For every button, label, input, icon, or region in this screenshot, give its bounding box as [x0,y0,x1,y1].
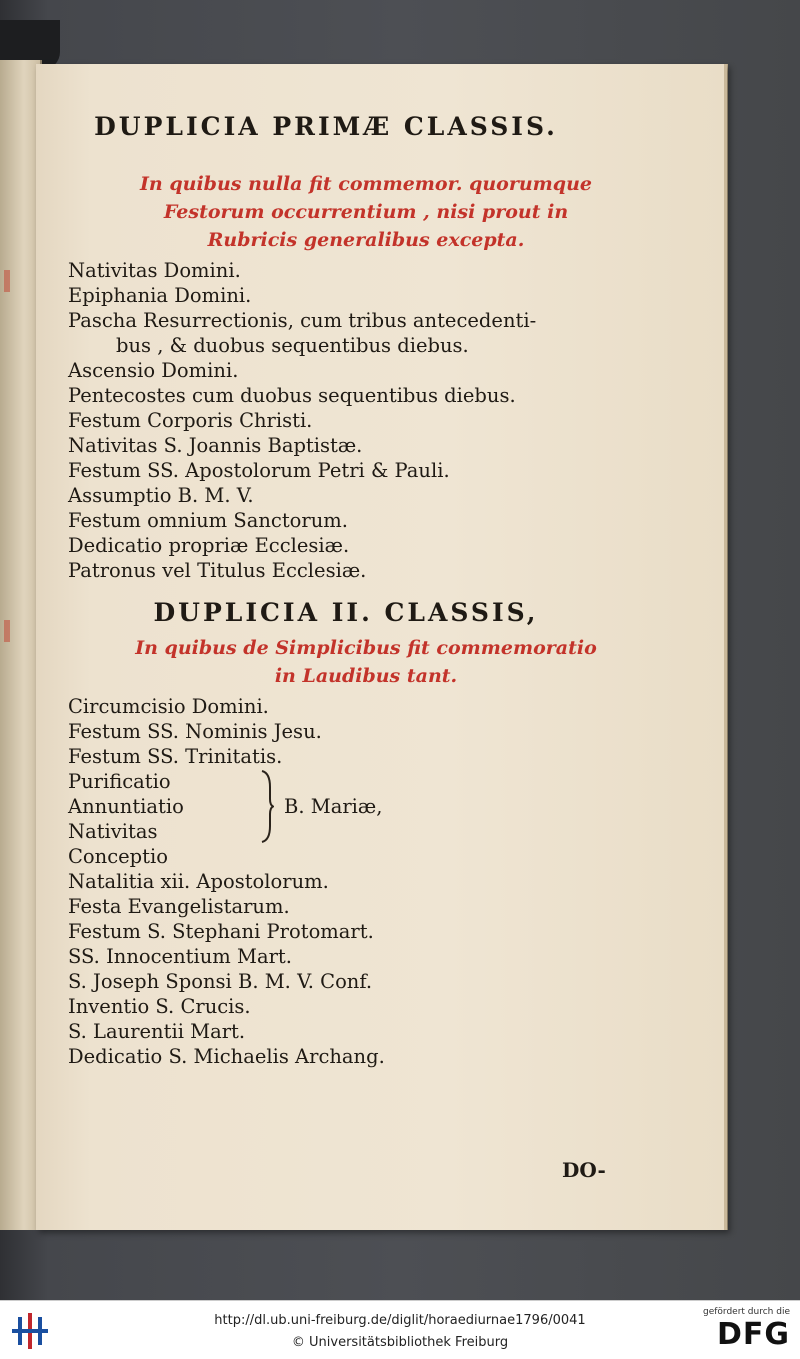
list-item: Ascensio Domini. [68,359,239,382]
list-item: Festum SS. Trinitatis. [68,745,283,768]
source-url-link[interactable]: http://dl.ub.uni-freiburg.de/diglit/horaediurnae1796/0041 [214,1313,586,1328]
rubric-line: In quibus nulla fit commemor. quorumque [140,173,592,195]
rubric-line: Rubricis generalibus excepta. [207,229,525,251]
rubric-2 [56,634,676,690]
list-item: Pascha Resurrectionis, cum tribus antecedenti- [68,309,537,332]
list-item: Festum SS. Nominis Jesu. [68,720,322,743]
list-item: Purificatio [68,770,171,793]
list-item: Festum Corporis Christi. [68,409,313,432]
viewer-footer [0,1300,800,1359]
list-item: Festa Evangelistarum. [68,895,290,918]
list-item: Epiphania Domini. [68,284,252,307]
marian-items [68,769,184,844]
list-item: Festum SS. Apostolorum Petri & Pauli. [68,459,450,482]
list-item: bus , & duobus sequentibus diebus. [116,334,469,357]
list-item: Festum S. Stephani Protomart. [68,920,374,943]
heading-ii-classis: DUPLICIA II. CLASSIS, [153,598,539,627]
list-item: Pentecostes cum duobus sequentibus diebus. [68,384,516,407]
list-item: Assumptio B. M. V. [68,484,254,507]
list-item: S. Joseph Sponsi B. M. V. Conf. [68,970,373,993]
rubric-1 [56,170,676,254]
list-item: Inventio S. Crucis. [68,995,251,1018]
list-item: Conceptio [68,845,168,868]
dfg-note: gefördert durch die [703,1307,790,1317]
list-item: Dedicatio propriæ Ecclesiæ. [68,534,350,557]
feast-list-2 [68,694,385,1069]
list-item: SS. Innocentium Mart. [68,945,292,968]
marian-feasts-group [68,769,385,844]
rubric-line: Festorum occurrentium , nisi prout in [163,201,569,223]
list-item: Nativitas [68,820,158,843]
list-item: Dedicatio S. Michaelis Archang. [68,1045,385,1068]
list-item: Annuntiatio [68,795,184,818]
list-item: Natalitia xii. Apostolorum. [68,870,329,893]
catchword: DO- [562,1158,606,1182]
dfg-logo: DFG [716,1317,790,1352]
list-item: Nativitas S. Joannis Baptistæ. [68,434,363,457]
marian-group-label: B. Mariæ, [284,795,383,818]
rubric-line: In quibus de Simplicibus fit commemoratio [135,637,597,659]
list-item: Nativitas Domini. [68,259,241,282]
list-item: Patronus vel Titulus Ecclesiæ. [68,559,367,582]
copyright-text: © Universitätsbibliothek Freiburg [291,1335,509,1350]
feast-list-1 [68,258,536,583]
list-item: Festum omnium Sanctorum. [68,509,348,532]
list-item: Circumcisio Domini. [68,695,269,718]
rubric-line: in Laudibus tant. [274,665,458,687]
list-item: S. Laurentii Mart. [68,1020,246,1043]
brace-icon [260,769,272,844]
heading-primae-classis: DUPLICIA PRIMÆ CLASSIS. [94,112,558,141]
